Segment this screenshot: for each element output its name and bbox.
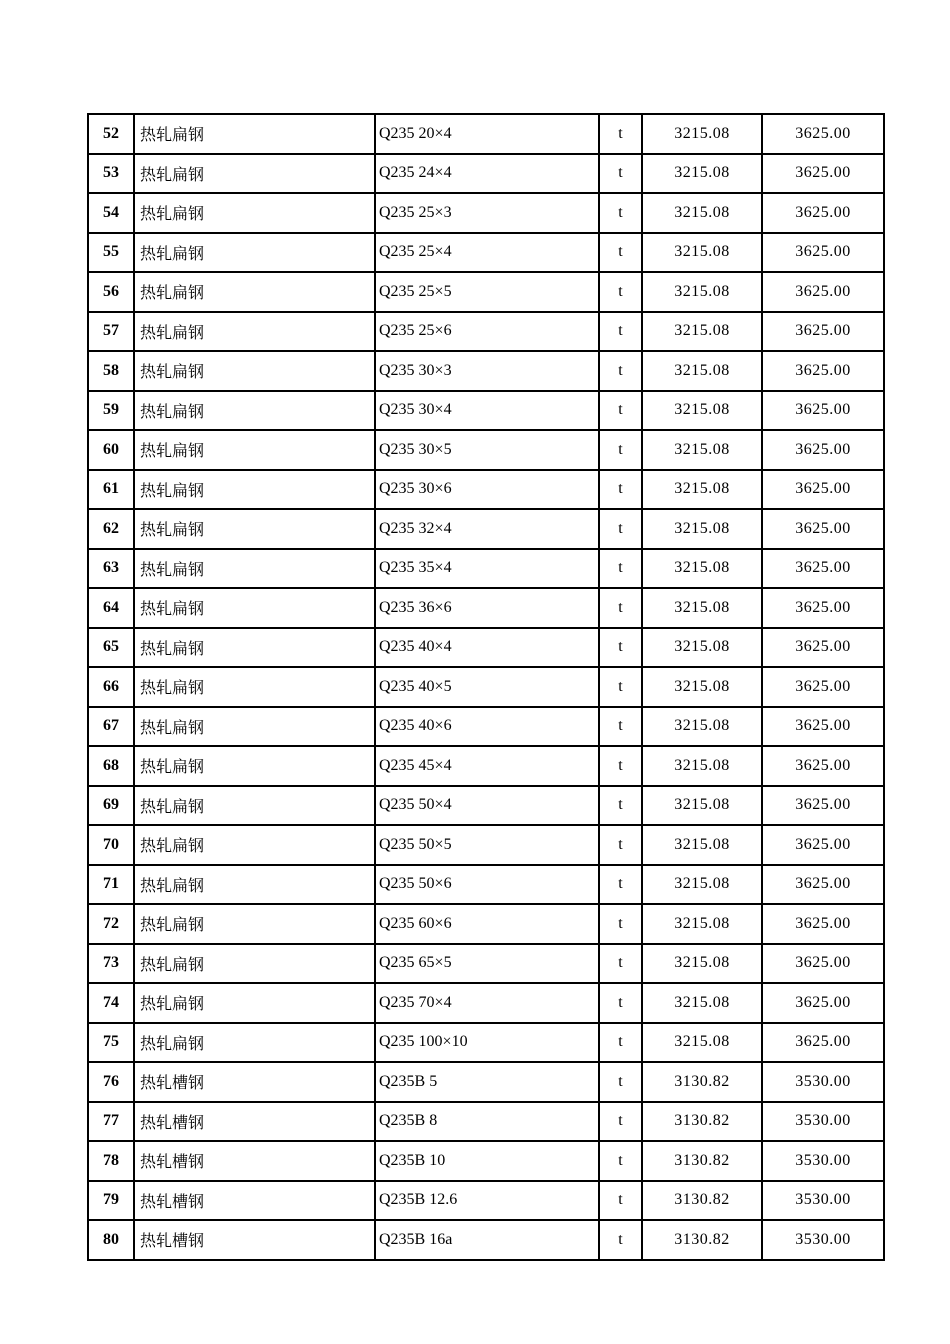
steel-price-table	[87, 113, 885, 1261]
price-excl-tax-cell: 3215.08	[642, 549, 762, 589]
price-incl-tax-cell: 3625.00	[762, 154, 884, 194]
table-row	[88, 628, 884, 668]
material-name-cell: 热轧扁钢	[134, 272, 375, 312]
price-incl-tax-cell: 3530.00	[762, 1062, 884, 1102]
price-incl-tax-cell: 3625.00	[762, 588, 884, 628]
specification-cell: Q235 30×5	[375, 430, 599, 470]
unit-cell: t	[599, 707, 642, 747]
price-incl-tax-cell: 3625.00	[762, 786, 884, 826]
material-name-cell: 热轧扁钢	[134, 904, 375, 944]
price-incl-tax-cell: 3625.00	[762, 193, 884, 233]
table-row	[88, 1062, 884, 1102]
row-number-cell: 59	[88, 391, 134, 431]
price-excl-tax-cell: 3215.08	[642, 667, 762, 707]
row-number-cell: 58	[88, 351, 134, 391]
unit-cell: t	[599, 588, 642, 628]
unit-cell: t	[599, 154, 642, 194]
unit-cell: t	[599, 746, 642, 786]
material-name-cell: 热轧扁钢	[134, 391, 375, 431]
price-incl-tax-cell: 3625.00	[762, 983, 884, 1023]
material-name-cell: 热轧扁钢	[134, 944, 375, 984]
table-row	[88, 588, 884, 628]
price-excl-tax-cell: 3215.08	[642, 904, 762, 944]
material-name-cell: 热轧扁钢	[134, 983, 375, 1023]
price-incl-tax-cell: 3530.00	[762, 1102, 884, 1142]
price-excl-tax-cell: 3215.08	[642, 588, 762, 628]
specification-cell: Q235 30×6	[375, 470, 599, 510]
table-row	[88, 1181, 884, 1221]
unit-cell: t	[599, 351, 642, 391]
unit-cell: t	[599, 825, 642, 865]
material-name-cell: 热轧扁钢	[134, 233, 375, 273]
price-excl-tax-cell: 3215.08	[642, 786, 762, 826]
table-row	[88, 233, 884, 273]
specification-cell: Q235 50×4	[375, 786, 599, 826]
table-row	[88, 667, 884, 707]
price-excl-tax-cell: 3215.08	[642, 470, 762, 510]
price-incl-tax-cell: 3625.00	[762, 904, 884, 944]
table-row	[88, 1102, 884, 1142]
row-number-cell: 65	[88, 628, 134, 668]
table-row	[88, 470, 884, 510]
unit-cell: t	[599, 470, 642, 510]
row-number-cell: 68	[88, 746, 134, 786]
price-excl-tax-cell: 3215.08	[642, 1023, 762, 1063]
row-number-cell: 57	[88, 312, 134, 352]
material-name-cell: 热轧扁钢	[134, 509, 375, 549]
row-number-cell: 63	[88, 549, 134, 589]
unit-cell: t	[599, 549, 642, 589]
table-row	[88, 746, 884, 786]
row-number-cell: 52	[88, 114, 134, 154]
specification-cell: Q235 70×4	[375, 983, 599, 1023]
material-name-cell: 热轧扁钢	[134, 154, 375, 194]
material-name-cell: 热轧扁钢	[134, 351, 375, 391]
table-row	[88, 904, 884, 944]
row-number-cell: 69	[88, 786, 134, 826]
specification-cell: Q235 50×5	[375, 825, 599, 865]
specification-cell: Q235 25×6	[375, 312, 599, 352]
unit-cell: t	[599, 983, 642, 1023]
row-number-cell: 62	[88, 509, 134, 549]
specification-cell: Q235 35×4	[375, 549, 599, 589]
specification-cell: Q235 40×4	[375, 628, 599, 668]
price-excl-tax-cell: 3130.82	[642, 1102, 762, 1142]
table-row	[88, 272, 884, 312]
specification-cell: Q235 32×4	[375, 509, 599, 549]
row-number-cell: 75	[88, 1023, 134, 1063]
material-name-cell: 热轧扁钢	[134, 312, 375, 352]
table-row	[88, 391, 884, 431]
price-incl-tax-cell: 3530.00	[762, 1220, 884, 1260]
material-name-cell: 热轧扁钢	[134, 746, 375, 786]
specification-cell: Q235B 5	[375, 1062, 599, 1102]
price-excl-tax-cell: 3130.82	[642, 1220, 762, 1260]
specification-cell: Q235 60×6	[375, 904, 599, 944]
unit-cell: t	[599, 667, 642, 707]
price-excl-tax-cell: 3130.82	[642, 1062, 762, 1102]
material-name-cell: 热轧槽钢	[134, 1062, 375, 1102]
unit-cell: t	[599, 391, 642, 431]
row-number-cell: 53	[88, 154, 134, 194]
specification-cell: Q235 25×5	[375, 272, 599, 312]
price-incl-tax-cell: 3625.00	[762, 233, 884, 273]
material-name-cell: 热轧扁钢	[134, 430, 375, 470]
unit-cell: t	[599, 628, 642, 668]
specification-cell: Q235 36×6	[375, 588, 599, 628]
material-name-cell: 热轧扁钢	[134, 628, 375, 668]
row-number-cell: 80	[88, 1220, 134, 1260]
price-excl-tax-cell: 3215.08	[642, 154, 762, 194]
row-number-cell: 79	[88, 1181, 134, 1221]
price-incl-tax-cell: 3625.00	[762, 351, 884, 391]
price-excl-tax-cell: 3215.08	[642, 272, 762, 312]
unit-cell: t	[599, 1023, 642, 1063]
specification-cell: Q235 24×4	[375, 154, 599, 194]
material-name-cell: 热轧扁钢	[134, 786, 375, 826]
price-incl-tax-cell: 3625.00	[762, 1023, 884, 1063]
price-incl-tax-cell: 3625.00	[762, 114, 884, 154]
material-name-cell: 热轧扁钢	[134, 865, 375, 905]
table-row	[88, 865, 884, 905]
material-name-cell: 热轧扁钢	[134, 193, 375, 233]
unit-cell: t	[599, 193, 642, 233]
price-incl-tax-cell: 3625.00	[762, 628, 884, 668]
specification-cell: Q235B 16a	[375, 1220, 599, 1260]
unit-cell: t	[599, 1181, 642, 1221]
row-number-cell: 54	[88, 193, 134, 233]
material-name-cell: 热轧扁钢	[134, 1023, 375, 1063]
specification-cell: Q235B 12.6	[375, 1181, 599, 1221]
specification-cell: Q235 25×3	[375, 193, 599, 233]
price-incl-tax-cell: 3625.00	[762, 470, 884, 510]
specification-cell: Q235 45×4	[375, 746, 599, 786]
price-incl-tax-cell: 3530.00	[762, 1141, 884, 1181]
material-name-cell: 热轧扁钢	[134, 667, 375, 707]
price-incl-tax-cell: 3625.00	[762, 509, 884, 549]
specification-cell: Q235 65×5	[375, 944, 599, 984]
material-name-cell: 热轧扁钢	[134, 114, 375, 154]
price-excl-tax-cell: 3215.08	[642, 509, 762, 549]
material-name-cell: 热轧扁钢	[134, 825, 375, 865]
table-row	[88, 154, 884, 194]
specification-cell: Q235 30×3	[375, 351, 599, 391]
row-number-cell: 64	[88, 588, 134, 628]
row-number-cell: 73	[88, 944, 134, 984]
row-number-cell: 70	[88, 825, 134, 865]
unit-cell: t	[599, 233, 642, 273]
unit-cell: t	[599, 1062, 642, 1102]
specification-cell: Q235 25×4	[375, 233, 599, 273]
price-excl-tax-cell: 3215.08	[642, 865, 762, 905]
price-excl-tax-cell: 3215.08	[642, 746, 762, 786]
table-row	[88, 430, 884, 470]
specification-cell: Q235 20×4	[375, 114, 599, 154]
material-name-cell: 热轧槽钢	[134, 1102, 375, 1142]
price-incl-tax-cell: 3625.00	[762, 746, 884, 786]
price-incl-tax-cell: 3625.00	[762, 312, 884, 352]
specification-cell: Q235 40×5	[375, 667, 599, 707]
unit-cell: t	[599, 509, 642, 549]
material-name-cell: 热轧扁钢	[134, 707, 375, 747]
price-excl-tax-cell: 3215.08	[642, 430, 762, 470]
table-row	[88, 1023, 884, 1063]
price-incl-tax-cell: 3530.00	[762, 1181, 884, 1221]
table-row	[88, 509, 884, 549]
table-row	[88, 114, 884, 154]
table-row	[88, 825, 884, 865]
row-number-cell: 77	[88, 1102, 134, 1142]
price-incl-tax-cell: 3625.00	[762, 430, 884, 470]
unit-cell: t	[599, 904, 642, 944]
specification-cell: Q235B 8	[375, 1102, 599, 1142]
price-excl-tax-cell: 3215.08	[642, 233, 762, 273]
unit-cell: t	[599, 944, 642, 984]
price-incl-tax-cell: 3625.00	[762, 865, 884, 905]
material-name-cell: 热轧扁钢	[134, 588, 375, 628]
row-number-cell: 72	[88, 904, 134, 944]
price-excl-tax-cell: 3215.08	[642, 825, 762, 865]
specification-cell: Q235 50×6	[375, 865, 599, 905]
price-excl-tax-cell: 3215.08	[642, 114, 762, 154]
unit-cell: t	[599, 786, 642, 826]
row-number-cell: 67	[88, 707, 134, 747]
table-row	[88, 1220, 884, 1260]
unit-cell: t	[599, 114, 642, 154]
table-row	[88, 351, 884, 391]
price-excl-tax-cell: 3215.08	[642, 983, 762, 1023]
row-number-cell: 78	[88, 1141, 134, 1181]
table-row	[88, 983, 884, 1023]
row-number-cell: 60	[88, 430, 134, 470]
price-excl-tax-cell: 3215.08	[642, 944, 762, 984]
material-name-cell: 热轧槽钢	[134, 1141, 375, 1181]
price-incl-tax-cell: 3625.00	[762, 272, 884, 312]
table-row	[88, 786, 884, 826]
price-excl-tax-cell: 3215.08	[642, 312, 762, 352]
price-incl-tax-cell: 3625.00	[762, 707, 884, 747]
unit-cell: t	[599, 865, 642, 905]
price-excl-tax-cell: 3215.08	[642, 707, 762, 747]
price-incl-tax-cell: 3625.00	[762, 391, 884, 431]
row-number-cell: 55	[88, 233, 134, 273]
specification-cell: Q235 100×10	[375, 1023, 599, 1063]
table-row	[88, 193, 884, 233]
material-name-cell: 热轧扁钢	[134, 549, 375, 589]
table-row	[88, 707, 884, 747]
specification-cell: Q235 40×6	[375, 707, 599, 747]
row-number-cell: 66	[88, 667, 134, 707]
price-incl-tax-cell: 3625.00	[762, 944, 884, 984]
material-name-cell: 热轧扁钢	[134, 470, 375, 510]
row-number-cell: 61	[88, 470, 134, 510]
row-number-cell: 74	[88, 983, 134, 1023]
table-row	[88, 312, 884, 352]
specification-cell: Q235B 10	[375, 1141, 599, 1181]
unit-cell: t	[599, 312, 642, 352]
price-excl-tax-cell: 3215.08	[642, 351, 762, 391]
price-excl-tax-cell: 3215.08	[642, 391, 762, 431]
price-incl-tax-cell: 3625.00	[762, 667, 884, 707]
unit-cell: t	[599, 1102, 642, 1142]
row-number-cell: 71	[88, 865, 134, 905]
table-row	[88, 1141, 884, 1181]
price-excl-tax-cell: 3130.82	[642, 1181, 762, 1221]
row-number-cell: 76	[88, 1062, 134, 1102]
row-number-cell: 56	[88, 272, 134, 312]
unit-cell: t	[599, 272, 642, 312]
material-name-cell: 热轧槽钢	[134, 1181, 375, 1221]
unit-cell: t	[599, 1220, 642, 1260]
price-excl-tax-cell: 3215.08	[642, 193, 762, 233]
unit-cell: t	[599, 1141, 642, 1181]
specification-cell: Q235 30×4	[375, 391, 599, 431]
table-row	[88, 549, 884, 589]
table-row	[88, 944, 884, 984]
material-name-cell: 热轧槽钢	[134, 1220, 375, 1260]
price-incl-tax-cell: 3625.00	[762, 825, 884, 865]
price-excl-tax-cell: 3215.08	[642, 628, 762, 668]
price-incl-tax-cell: 3625.00	[762, 549, 884, 589]
unit-cell: t	[599, 430, 642, 470]
price-excl-tax-cell: 3130.82	[642, 1141, 762, 1181]
